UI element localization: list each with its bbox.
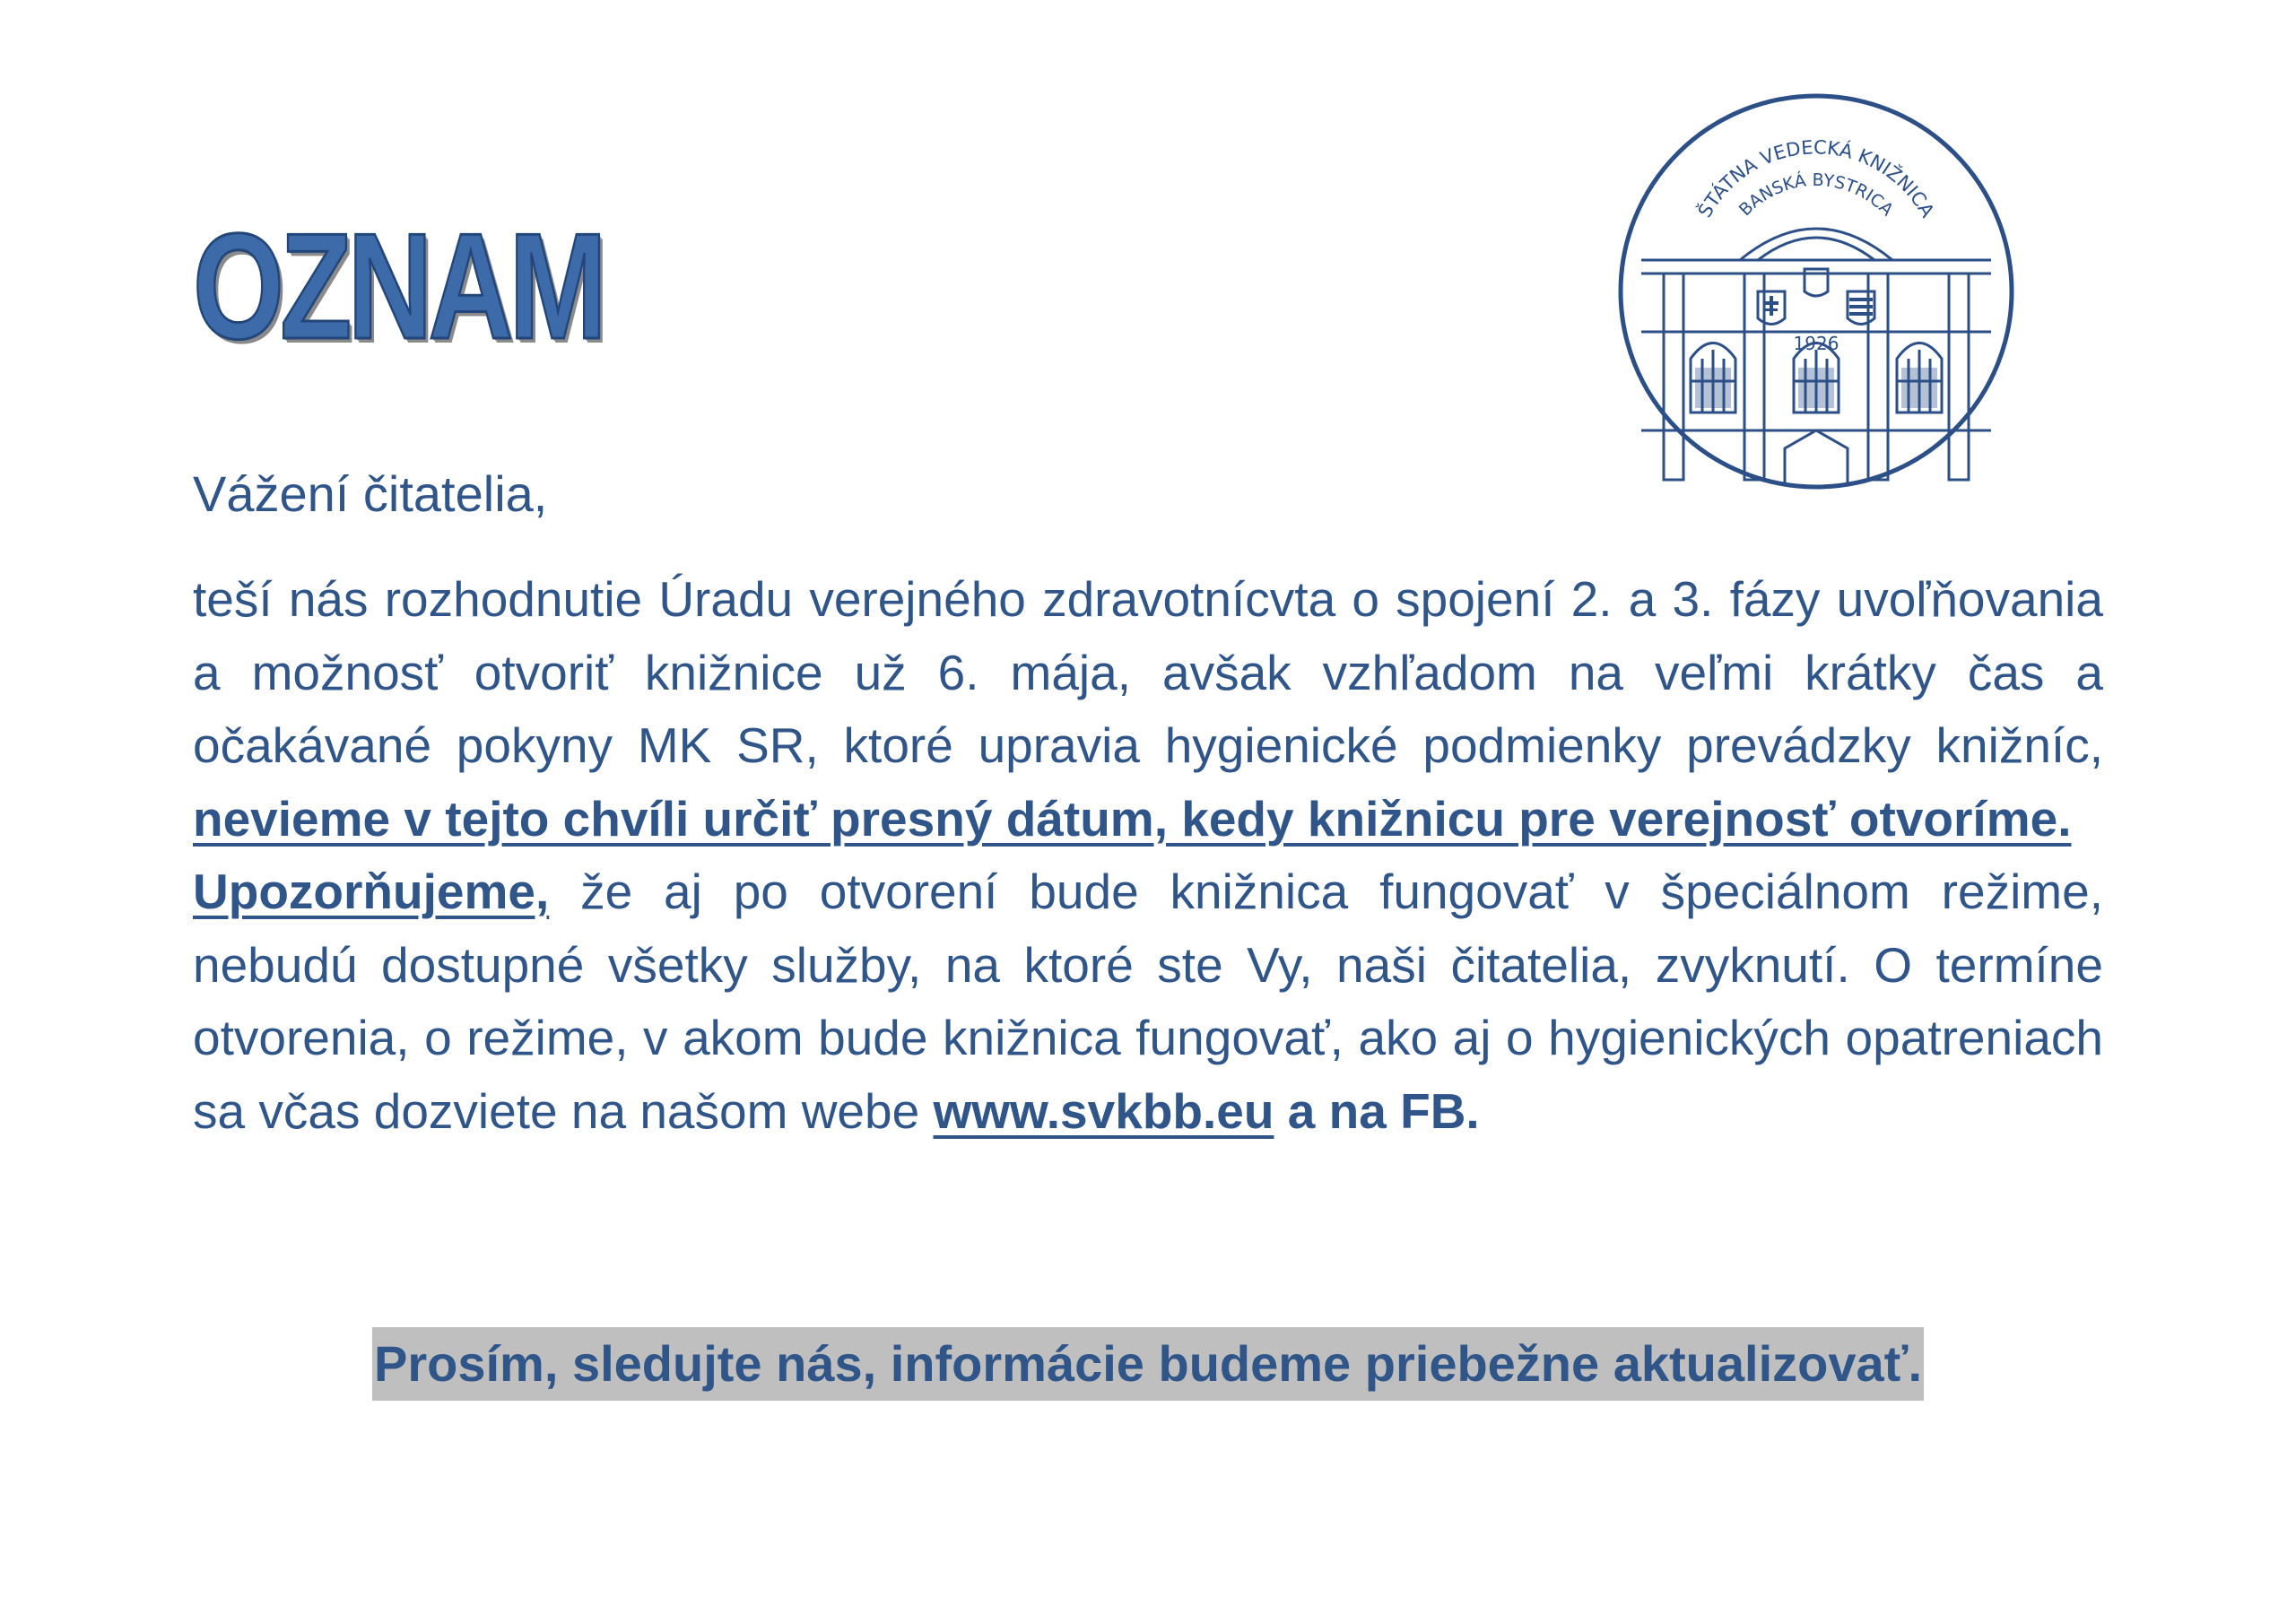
website-link[interactable]: www.svkbb.eu [933,1082,1274,1139]
paragraph-1-text: teší nás rozhodnutie Úradu verejného zdravotnícvta o spojení 2. a 3. fázy uvoľňovania a možnosť otvoriť knižnice už 6. mája, avšak vzhľadom na veľmi krátky čas a očakávané pokyny MK SR, ktoré upravia hygienické podmienky prevádzky knižníc, [193,571,2103,773]
footer-container [0,1327,2296,1401]
seal-year: 1926 [1793,333,1839,354]
svg-text:BANSKÁ BYSTRICA [1735,170,1897,221]
announcement-body [193,563,2103,1148]
footer-note: Prosím, sledujte nás, informácie budeme priebežne aktualizovať. [372,1327,1924,1401]
paragraph-1-highlight: nevieme v tejto chvíli určiť presný dátum, kedy knižnicu pre verejnosť otvoríme. [193,790,2072,847]
paragraph-2-lead: Upozorňujeme, [193,864,550,919]
paragraph-1 [193,563,2103,855]
paragraph-2-tail: a na FB. [1274,1082,1480,1139]
paragraph-2 [193,855,2103,1148]
seal-top-text: ŠTÁTNA VEDECKÁ KNIŽNICA [1693,136,1939,221]
paragraph-2-text: že aj po otvorení bude knižnica fungovať v špeciálnom režime, nebudú dostupné všetky služby, na ktoré ste Vy, naši čitatelia, zvyknutí. O termíne otvorenia, o režime, v akom bude knižnica fungovať, ako aj o hygienických opatreniach sa včas dozviete na našom webe [193,864,2103,1139]
seal-bottom-text: BANSKÁ BYSTRICA [1735,169,1898,221]
announcement-title: OZNAM [193,202,603,370]
library-seal-logo [1614,90,2018,493]
greeting: Vážení čitatelia, [193,465,548,522]
